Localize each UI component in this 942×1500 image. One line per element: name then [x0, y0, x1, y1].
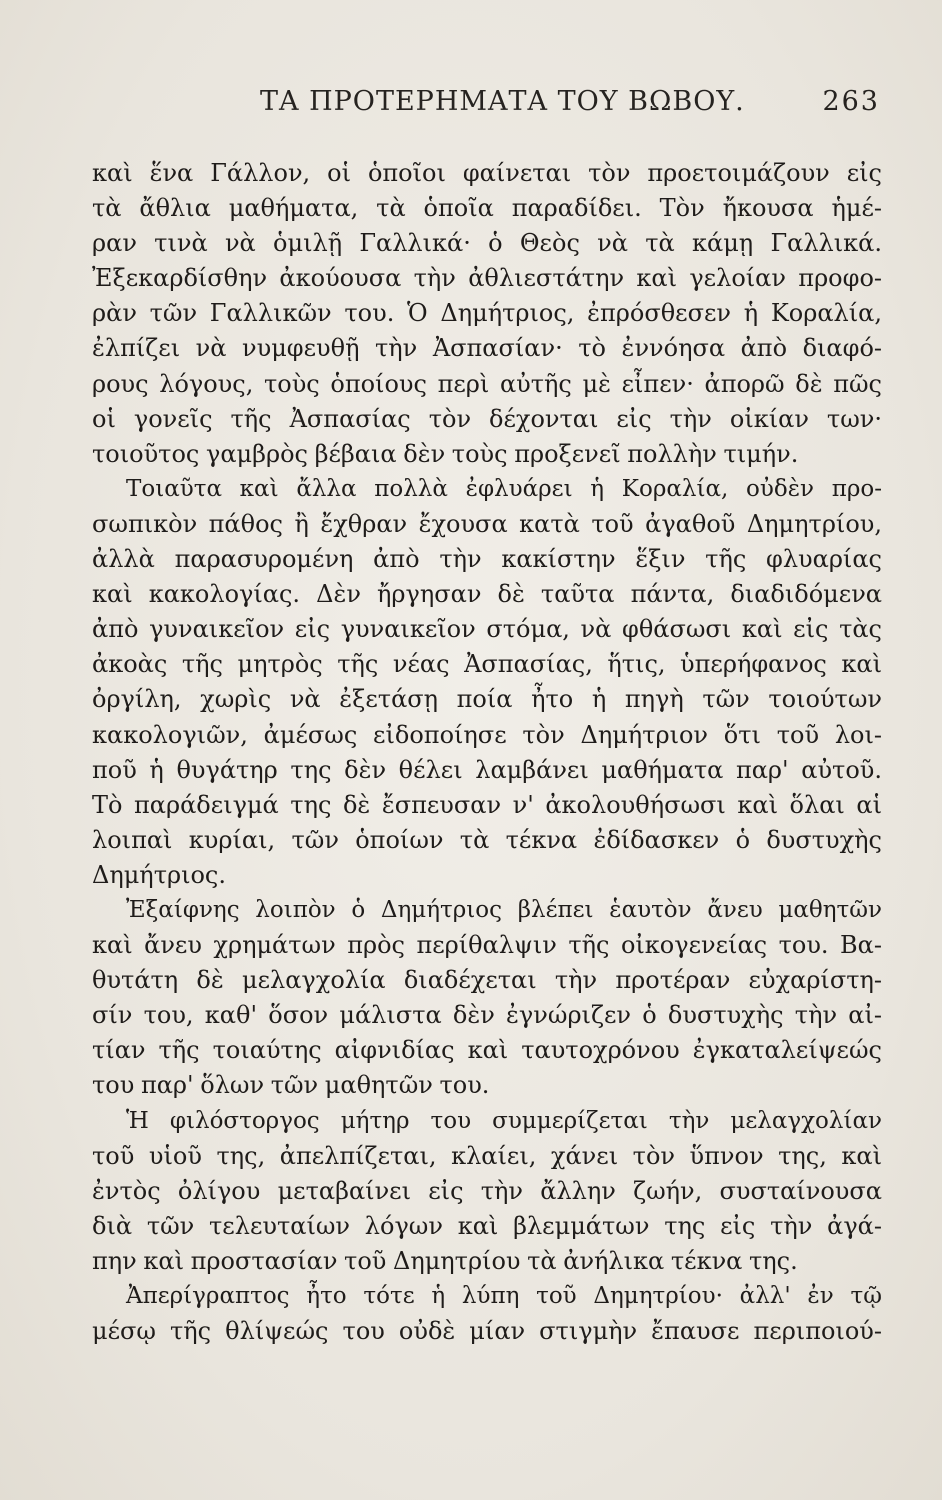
- running-title: ΤΑ ΠΡΟΤΕΡΗΜΑΤΑ ΤΟΥ ΒΩΒΟΥ.: [260, 86, 745, 117]
- text-line: καὶ κακολογίας. Δὲν ἤργησαν δὲ ταῦτα πάντα, διαδιδόμενα: [92, 580, 882, 609]
- text-line: ἐντὸς ὀλίγου μεταβαίνει εἰς τὴν ἄλλην ζωήν, συσταίνουσα: [92, 1176, 882, 1205]
- text-line: καὶ ἄνευ χρημάτων πρὸς περίθαλψιν τῆς οἰκογενείας του. Βα-: [92, 931, 882, 960]
- text-line: θυτάτη δὲ μελαγχολία διαδέχεται τὴν προτέραν εὐχαρίστη-: [92, 966, 882, 995]
- text-line: του παρ' ὅλων τῶν μαθητῶν του.: [92, 1071, 490, 1100]
- text-line: πην καὶ προστασίαν τοῦ Δημητρίου τὰ ἀνήλικα τέκνα της.: [92, 1246, 798, 1275]
- text-line: μέσῳ τῆς θλίψεώς του οὐδὲ μίαν στιγμὴν ἔπαυσε περιποιού-: [92, 1317, 882, 1346]
- paragraph-first-line: Ἡ φιλόστοργος μήτηρ του συμμερίζεται τὴν μελαγχολίαν: [126, 1107, 882, 1134]
- text-line: ἐλπίζει νὰ νυμφευθῇ τὴν Ἀσπασίαν· τὸ ἐννόησα ἀπὸ διαφό-: [92, 334, 882, 363]
- text-line: τοιοῦτος γαμβρὸς βέβαια δὲν τοὺς προξενεῖ πολλὴν τιμήν.: [92, 439, 799, 468]
- text-line: τὰ ἄθλια μαθήματα, τὰ ὁποῖα παραδίδει. Τὸν ἤκουσα ἡμέ-: [92, 194, 882, 223]
- text-line: ἀπὸ γυναικεῖον εἰς γυναικεῖον στόμα, νὰ φθάσωσι καὶ εἰς τὰς: [92, 615, 882, 644]
- paragraph-first-line: Ἀπερίγραπτος ἦτο τότε ἡ λύπη τοῦ Δημητρίου· ἀλλ' ἐν τῷ: [126, 1283, 882, 1309]
- text-line: Ἐξεκαρδίσθην ἀκούουσα τὴν ἀθλιεστάτην καὶ γελοίαν προφο-: [92, 264, 882, 293]
- body-text: [92, 156, 882, 1349]
- text-line: καὶ ἕνα Γάλλον, οἱ ὁποῖοι φαίνεται τὸν προετοιμάζουν εἰς: [92, 159, 882, 187]
- text-line: ρους λόγους, τοὺς ὁποίους περὶ αὐτῆς μὲ εἶπεν· ἀπορῶ δὲ πῶς: [92, 369, 882, 398]
- text-line: ἀκοὰς τῆς μητρὸς τῆς νέας Ἀσπασίας, ἥτις, ὑπερήφανος καὶ: [92, 650, 882, 679]
- text-line: ἀλλὰ παρασυρομένη ἀπὸ τὴν κακίστην ἕξιν τῆς φλυαρίας: [92, 545, 882, 574]
- text-line: ὀργίλη, χωρὶς νὰ ἐξετάσῃ ποία ἦτο ἡ πηγὴ τῶν τοιούτων: [92, 685, 882, 714]
- page-header: [92, 86, 880, 126]
- text-line: ποῦ ἡ θυγάτηρ της δὲν θέλει λαμβάνει μαθήματα παρ' αὐτοῦ.: [92, 755, 882, 784]
- text-line: Δημήτριος.: [92, 860, 227, 889]
- text-line: τοῦ υἱοῦ της, ἀπελπίζεται, κλαίει, χάνει τὸν ὕπνον της, καὶ: [92, 1141, 882, 1170]
- text-line: σίν του, καθ' ὅσον μάλιστα δὲν ἐγνώριζεν ὁ δυστυχὴς τὴν αἰ-: [92, 1001, 882, 1030]
- text-line: ρὰν τῶν Γαλλικῶν του. Ὁ Δημήτριος, ἐπρόσθεσεν ἡ Κοραλία,: [92, 299, 882, 328]
- page-number: 263: [822, 86, 880, 117]
- paragraph-first-line: Τοιαῦτα καὶ ἄλλα πολλὰ ἐφλυάρει ἡ Κοραλία, οὐδὲν προ-: [126, 475, 882, 502]
- text-line: λοιπαὶ κυρίαι, τῶν ὁποίων τὰ τέκνα ἐδίδασκεν ὁ δυστυχὴς: [92, 825, 882, 854]
- text-line: οἱ γονεῖς τῆς Ἀσπασίας τὸν δέχονται εἰς τὴν οἰκίαν των·: [92, 404, 882, 433]
- text-line: Τὸ παράδειγμά της δὲ ἔσπευσαν ν' ἀκολουθήσωσι καὶ ὅλαι αἱ: [92, 790, 882, 819]
- text-line: σωπικὸν πάθος ἢ ἔχθραν ἔχουσα κατὰ τοῦ ἀγαθοῦ Δημητρίου,: [92, 509, 882, 538]
- text-line: ραν τινὰ νὰ ὁμιλῇ Γαλλικά· ὁ Θεὸς νὰ τὰ κάμῃ Γαλλικά.: [92, 229, 882, 258]
- paragraph-first-line: Ἐξαίφνης λοιπὸν ὁ Δημήτριος βλέπει ἑαυτὸν ἄνευ μαθητῶν: [126, 896, 882, 923]
- text-line: κακολογιῶν, ἀμέσως εἰδοποίησε τὸν Δημήτριον ὅτι τοῦ λοι-: [92, 720, 882, 749]
- text-line: τίαν τῆς τοιαύτης αἰφνιδίας καὶ ταυτοχρόνου ἐγκαταλείψεώς: [92, 1036, 882, 1065]
- text-line: διὰ τῶν τελευταίων λόγων καὶ βλεμμάτων της εἰς τὴν ἀγά-: [92, 1211, 882, 1240]
